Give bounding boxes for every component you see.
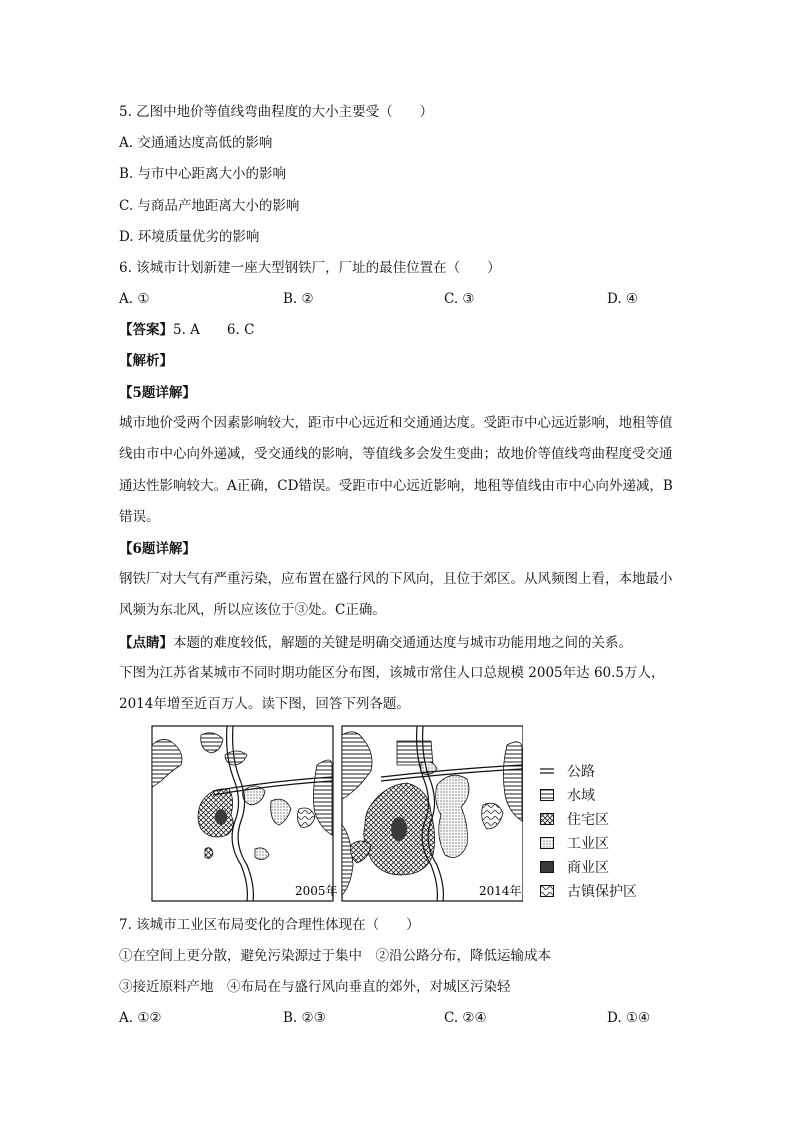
detail5-label: 【5题详解】	[119, 385, 196, 401]
road-legend-icon	[540, 765, 554, 777]
q7-option-a: A. ①②	[119, 1010, 162, 1026]
comment-text: 本题的难度较低，解题的关键是明确交通通达度与城市功能用地之间的关系。	[173, 635, 632, 651]
legend-item-industrial	[540, 834, 680, 854]
map-2014-year: 2014年	[479, 884, 522, 898]
q5-option-a: A. 交通通达度高低的影响	[119, 135, 273, 151]
detail6-text: 钢铁厂对大气有严重污染，应布置在盛行风的下风向，且位于郊区。从风频图上看，本地最小风频为东北风，所以应该位于③处。C正确。	[119, 571, 673, 619]
legend-label: 水域	[567, 788, 595, 804]
q5-option-d: D. 环境质量优劣的影响	[119, 229, 260, 245]
map-2005-year: 2005年	[295, 884, 338, 898]
water-north-2014	[397, 741, 433, 765]
legend-label: 公路	[567, 764, 595, 780]
residential-legend-icon	[540, 813, 554, 825]
q6-option-a: A. ①	[119, 291, 150, 307]
q6-option-b: B. ②	[283, 291, 314, 307]
comment-line	[119, 633, 632, 653]
answer-line	[119, 320, 254, 340]
legend-item-road	[540, 762, 680, 782]
legend-label: 住宅区	[567, 812, 609, 828]
detail5-text: 城市地价受两个因素影响较大，距市中心远近和交通通达度。受距市中心远近影响，地租等值线由市中心向外递减，受交通线的影响，等值线多会发生变曲；故地价等值线弯曲程度受交通通达性影响较大。A正确，CD错误。受距市中心远近影响，地租等值线由市中心向外递减，B错误。	[119, 415, 673, 525]
legend-item-residential	[540, 810, 680, 830]
commercial-legend-icon	[540, 861, 554, 873]
legend-item-water	[540, 786, 680, 806]
function-zone-maps	[151, 725, 523, 907]
heritage-legend-icon	[540, 885, 554, 897]
q5-option-b: B. 与市中心距离大小的影响	[119, 166, 287, 182]
q7-option-c: C. ②④	[444, 1010, 487, 1026]
figure-intro: 下图为江苏省某城市不同时期功能区分布图，该城市常住人口总规模 2005年达 60.5万人，2014年增至近百万人。读下图，回答下列各题。	[119, 665, 665, 713]
industrial-east-2014	[436, 775, 469, 857]
legend-item-commercial	[540, 858, 680, 878]
answer-label: 【答案】	[119, 322, 173, 338]
comment-label: 【点睛】	[119, 635, 173, 651]
industrial-legend-icon	[540, 837, 554, 849]
q7-statement-line1: ①在空间上更分散，避免污染源过于集中 ②沿公路分布，降低运输成本	[119, 948, 551, 964]
legend-label: 古镇保护区	[567, 884, 637, 900]
commercial-2005	[215, 809, 227, 825]
maps-svg	[151, 725, 523, 903]
q6-option-d: D. ④	[607, 291, 639, 307]
q6-stem: 6. 该城市计划新建一座大型钢铁厂，厂址的最佳位置在（ ）	[119, 260, 501, 276]
map-2014	[342, 726, 523, 901]
residential-small-2005	[205, 848, 213, 859]
q6-option-c: C. ③	[444, 291, 475, 307]
water-legend-icon	[540, 789, 554, 801]
answer-text: 5. A 6. C	[173, 322, 255, 338]
commercial-2014	[391, 817, 407, 841]
legend-label: 商业区	[567, 860, 609, 876]
q5-stem: 5. 乙图中地价等值线弯曲程度的大小主要受（ ）	[119, 104, 434, 120]
legend-item-heritage	[540, 882, 680, 902]
map-2005	[152, 726, 338, 901]
legend-label: 工业区	[567, 836, 609, 852]
q5-option-c: C. 与商品产地距离大小的影响	[119, 198, 300, 214]
q7-option-d: D. ①④	[607, 1010, 651, 1026]
detail6-label: 【6题详解】	[119, 541, 196, 557]
q7-statement-line2: ③接近原料产地 ④布局在与盛行风向垂直的郊外，对城区污染轻	[119, 979, 511, 995]
analysis-label: 【解析】	[119, 353, 173, 369]
q7-stem: 7. 该城市工业区布局变化的合理性体现在（ ）	[119, 917, 420, 933]
q7-option-b: B. ②③	[283, 1010, 326, 1026]
